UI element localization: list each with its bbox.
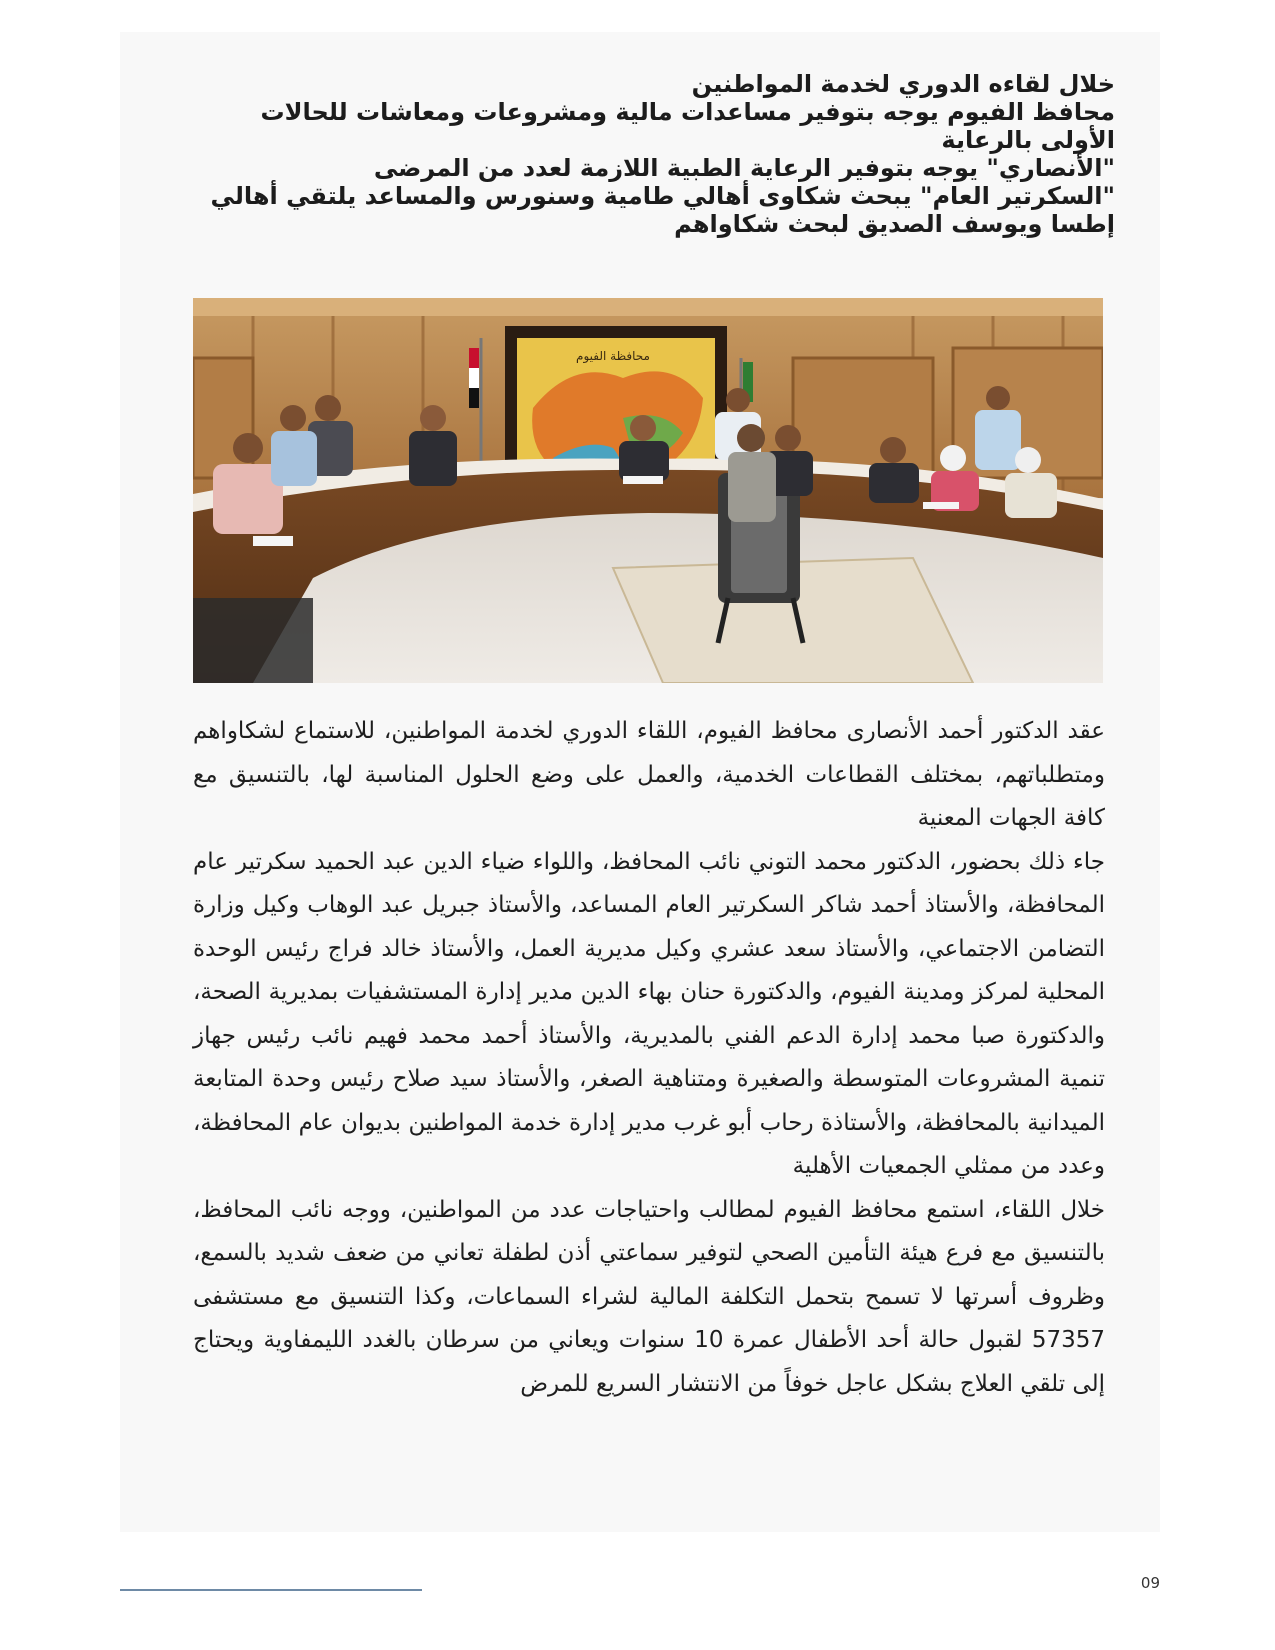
headline-line: خلال لقاءه الدوري لخدمة المواطنين <box>691 70 1115 98</box>
meeting-photo <box>193 298 1103 683</box>
article-body <box>193 710 1105 1406</box>
headline-block <box>210 70 1115 238</box>
headline-line: "السكرتير العام" يبحث شكاوى أهالي طامية وسنورس والمساعد يلتقي أهالي إطسا ويوسف الصديق لبحث شكاواهم <box>210 182 1115 238</box>
meeting-photo-illustration <box>193 298 1103 683</box>
map-label: محافظة الفيوم <box>576 349 650 363</box>
body-paragraph: خلال اللقاء، استمع محافظ الفيوم لمطالب واحتياجات عدد من المواطنين، ووجه نائب المحافظ، بالتنسيق مع فرع هيئة التأمين الصحي لتوفير سماعتي أذن لطفلة تعاني من ضعف شديد بالسمع، وظروف أسرتها لا تسمح بتحمل التكلفة المالية لشراء السماعات، وكذا التنسيق مع مستشفى 57357 لقبول حالة أحد الأطفال عمرة 10 سنوات ويعاني من سرطان بالغدد الليمفاوية ويحتاج إلى تلقي العلاج بشكل عاجل خوفاً من الانتشار السريع للمرض <box>193 1196 1106 1397</box>
body-paragraph: عقد الدكتور أحمد الأنصارى محافظ الفيوم، اللقاء الدوري لخدمة المواطنين، للاستماع لشكاواهم ومتطلباتهم، بمختلف القطاعات الخدمية، والعمل على وضع الحلول المناسبة لها، بالتنسيق مع كافة الجهات المعنية <box>193 718 1105 831</box>
page-number: 09 <box>1140 1574 1160 1592</box>
headline-line: محافظ الفيوم يوجه بتوفير مساعدات مالية ومشروعات ومعاشات للحالات الأولى بالرعاية <box>260 98 1115 154</box>
footer-rule <box>120 1589 422 1591</box>
body-paragraph: جاء ذلك بحضور، الدكتور محمد التوني نائب المحافظ، واللواء ضياء الدين عبد الحميد سكرتير عام المحافظة، والأستاذ أحمد شاكر السكرتير العام المساعد، والأستاذ جبريل عبد الوهاب وكيل وزارة التضامن الاجتماعي، والأستاذ سعد عشري وكيل مديرية العمل، والأستاذ خالد فراج رئيس الوحدة المحلية لمركز ومدينة الفيوم، والدكتورة حنان بهاء الدين مدير إدارة المستشفيات بمديرية الصحة، والدكتورة صبا محمد إدارة الدعم الفني بالمديرية، والأستاذ أحمد محمد فهيم نائب رئيس جهاز تنمية المشروعات المتوسطة والصغيرة ومتناهية الصغر، والأستاذ سيد صلاح رئيس وحدة المتابعة الميدانية بالمحافظة، والأستاذة رحاب أبو غرب مدير إدارة خدمة المواطنين بديوان عام المحافظة، وعدد من ممثلي الجمعيات الأهلية <box>193 848 1105 1179</box>
headline-line: "الأنصاري" يوجه بتوفير الرعاية الطبية اللازمة لعدد من المرضى <box>373 154 1115 182</box>
